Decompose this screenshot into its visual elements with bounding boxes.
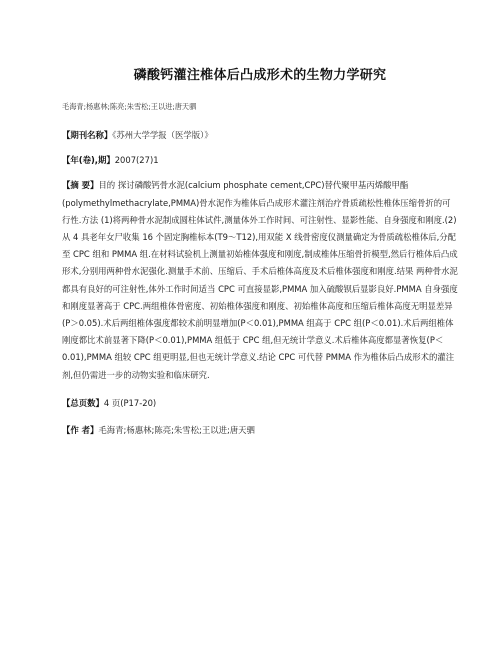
authors-line: 毛海青;杨惠林;陈亮;朱雪松;王以进;唐天驷 (62, 102, 197, 111)
page-count-value: 4 页(P17-20) (103, 397, 157, 408)
journal-field (62, 127, 458, 144)
author-value: 毛海青;杨惠林;陈亮;朱雪松;王以进;唐天驷 (98, 425, 255, 436)
year-label: 【年(卷),期】 (62, 155, 115, 166)
journal-label: 【期刊名称】 (62, 130, 113, 140)
page-count-label: 【总页数】 (62, 397, 104, 408)
author-field (62, 422, 458, 439)
journal-value: 《苏州大学学报（医学版）》 (112, 130, 213, 140)
author-label: 【作 者】 (62, 425, 99, 436)
abstract-text: 目的 探讨磷酸钙骨水泥(calcium phosphate cement,CPC)替代聚甲基丙烯酸甲酯(polymethylmethacrylate,PMMA)骨水泥作为椎体后凸成形术灌注剂治疗骨质疏松性椎体压缩骨折的可行性.方法 (1)将两种骨水泥制成圆柱体试件,测量体外工作时间、可注射性、显影性能、自身强度和刚度.(2)从 4 具老年女尸收集 16 个固定胸椎标本(T9～T12),用双能 X 线骨密度仪测量确定为骨质疏松椎体后,分配至 CPC 组和 PMMA 组.在材料试验机上测量初始椎体强度和刚度,制成椎体压缩骨折模型,然后行椎体后凸成形术,分别用两种骨水泥强化.测量手术前、压缩后、手术后椎体高度及术后椎体强度和刚度.结果 两种骨水泥都具有良好的可注射性,体外工作时间适当 CPC 可直接显影,PMMA 加入硫酸钡后显影良好.PMMA 自身强度和刚度显著高于 CPC.两组椎体骨密度、初始椎体强度和刚度、初始椎体高度和压缩后椎体高度无明显差异(P＞0.05).术后两组椎体强度都较术前明显增加(P＜0.01),PMMA 组高于 CPC 组(P＜0.01).术后两组椎体刚度都比术前显著下降(P＜0.01),PMMA 组低于 CPC 组,但无统计学意义.术后椎体高度都显著恢复(P＜0.01),PMMA 组较 CPC 组更明显,但也无统计学意义.结论 CPC 可代替 PMMA 作为椎体后凸成形术的灌注剂,但仍需进一步的动物实验和临床研究. (62, 180, 458, 380)
document-title: 磷酸钙灌注椎体后凸成形术的生物力学研究 (133, 68, 387, 83)
abstract-label: 【摘 要】 (62, 180, 99, 191)
abstract-field (62, 177, 458, 383)
year-value: 2007(27)1 (114, 155, 159, 166)
page-count-field (62, 395, 458, 412)
year-volume-issue-field (62, 152, 458, 169)
